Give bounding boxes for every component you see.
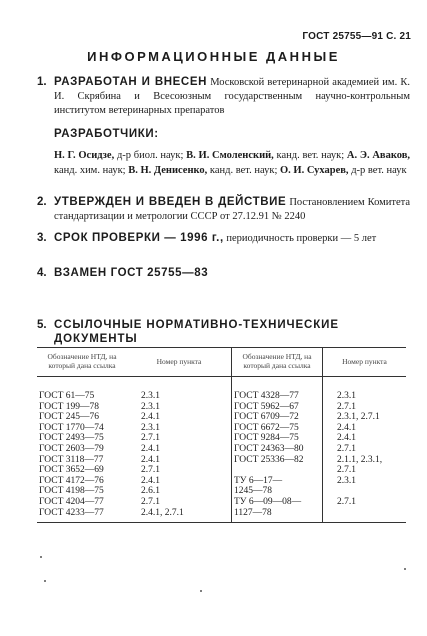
table-cell: ГОСТ 2493—75: [39, 433, 104, 444]
table-cell: 2.7.1: [141, 433, 160, 444]
table-cell: ГОСТ 25336—82: [234, 454, 304, 465]
section-3-number: 3.: [37, 232, 47, 244]
table-cell: 2.4.1: [337, 422, 356, 433]
developers-heading: РАЗРАБОТЧИКИ:: [54, 128, 159, 140]
table-cell: ГОСТ 245—76: [39, 412, 99, 423]
table-cell: 2.4.1: [337, 433, 356, 444]
col-header-point-left: Номер пункта: [127, 348, 232, 377]
table-cell: ГОСТ 4233—77: [39, 507, 104, 518]
table-cell: 2.3.1: [141, 422, 160, 433]
table-cell: ТУ 6—17—: [234, 475, 283, 486]
table-cell: 2.7.1: [337, 401, 356, 412]
section-3-heading: СРОК ПРОВЕРКИ — 1996 г.,: [54, 232, 224, 244]
right-docs-column: [232, 377, 323, 523]
page-title: ИНФОРМАЦИОННЫЕ ДАННЫЕ: [87, 49, 340, 64]
table-cell: 2.3.1: [141, 401, 160, 412]
scan-speck: [44, 580, 46, 582]
table-cell: ГОСТ 24363—80: [234, 443, 304, 454]
section-5-number: 5.: [37, 319, 47, 331]
section-1: [54, 75, 410, 118]
table-cell: ГОСТ 4198—75: [39, 486, 104, 497]
developer-name: А. Э. Аваков,: [346, 150, 411, 161]
developer-degree: д-р вет. наук: [351, 165, 407, 176]
table-cell: [337, 508, 406, 519]
table-cell: 2.7.1: [337, 465, 356, 476]
table-cell: [234, 465, 322, 476]
left-docs-column: [37, 377, 127, 523]
table-cell: 2.7.1: [337, 496, 356, 507]
table-cell: ТУ 6—09—08—: [234, 496, 302, 507]
table-cell: 2.7.1: [337, 443, 356, 454]
scan-speck: [40, 556, 42, 558]
table-cell: 2.6.1: [141, 486, 160, 497]
table-cell: 2.3.1: [337, 475, 356, 486]
section-2-number: 2.: [37, 196, 47, 208]
table-cell: 1127—78: [234, 507, 272, 518]
running-header: ГОСТ 25755—91 С. 21: [302, 31, 411, 42]
section-2-heading: УТВЕРЖДЕН И ВВЕДЕН В ДЕЙСТВИЕ: [54, 196, 287, 208]
col-header-point-right: Номер пункта: [323, 348, 407, 377]
scan-speck: [404, 568, 406, 570]
developer-degree: канд. хим. наук;: [54, 165, 126, 176]
section-1-text: Московской ветеринарной академией им. К. И. Скрябина и Всесоюзным государственным научно-контрольным институтом ветеринарных препаратов: [54, 77, 411, 116]
table-cell: [337, 486, 406, 497]
developer-degree: канд. вет. наук;: [209, 165, 278, 176]
table-cell: ГОСТ 5962—67: [234, 401, 299, 412]
table-body-row: [37, 377, 406, 523]
table-cell: 2.4.1: [141, 475, 160, 486]
table-cell: ГОСТ 4204—77: [39, 496, 104, 507]
table-cell: 2.4.1: [141, 454, 160, 465]
table-cell: ГОСТ 4328—77: [234, 391, 299, 401]
table-cell: ГОСТ 9284—75: [234, 433, 299, 444]
table-header-row: [37, 348, 406, 377]
section-3: [54, 231, 410, 246]
section-4-number: 4.: [37, 267, 47, 279]
developer-degree: д-р биол. наук;: [116, 150, 184, 161]
section-2-text: Постановлением Комитета стандартизации и метрологии СССР от 27.12.91 № 2240: [54, 197, 411, 222]
table-cell: ГОСТ 61—75: [39, 391, 95, 401]
section-1-heading: РАЗРАБОТАН И ВНЕСЕН: [54, 76, 207, 88]
table-cell: 2.1.1, 2.3.1,: [337, 454, 383, 465]
section-3-text: периодичность проверки — 5 лет: [226, 233, 377, 244]
developer-degree: канд. вет. наук;: [276, 150, 345, 161]
table-cell: ГОСТ 6672—75: [234, 422, 299, 433]
table-cell: ГОСТ 4172—76: [39, 475, 104, 486]
table-cell: 2.3.1: [141, 391, 160, 401]
table-cell: 2.7.1: [141, 496, 160, 507]
left-points-column: [127, 377, 232, 523]
right-points-column: [323, 377, 407, 523]
table-cell: 2.7.1: [141, 465, 160, 476]
section-4-heading: ВЗАМЕН ГОСТ 25755—83: [54, 267, 209, 279]
table-cell: ГОСТ 199—78: [39, 401, 99, 412]
col-header-doc-left: Обозначение НТД, на который дана ссылка: [37, 348, 127, 377]
table-cell: 2.4.1: [141, 443, 160, 454]
section-1-number: 1.: [37, 76, 47, 88]
table-cell: ГОСТ 2603—79: [39, 443, 104, 454]
references-table: [37, 347, 406, 523]
table-cell: 2.3.1, 2.7.1: [337, 412, 380, 423]
table-cell: ГОСТ 1770—74: [39, 422, 104, 433]
table-cell: ГОСТ 3652—69: [39, 465, 104, 476]
table-cell: 2.4.1: [141, 412, 160, 423]
section-5-heading: ССЫЛОЧНЫЕ НОРМАТИВНО-ТЕХНИЧЕСКИЕ ДОКУМЕНТЫ: [54, 319, 339, 345]
developer-name: Н. Г. Осидзе,: [54, 150, 115, 161]
developer-name: О. И. Сухарев,: [279, 165, 349, 176]
scan-speck: [200, 590, 202, 592]
table-cell: 2.4.1, 2.7.1: [141, 507, 184, 518]
table-cell: ГОСТ 3118—77: [39, 454, 104, 465]
section-4: [54, 266, 410, 281]
developer-name: В. И. Смоленский,: [186, 150, 274, 161]
col-header-doc-right: Обозначение НТД, на который дана ссылка: [232, 348, 323, 377]
developers-list: [54, 148, 410, 178]
table-cell: ГОСТ 6709—72: [234, 412, 299, 423]
table-cell: 2.3.1: [337, 391, 356, 401]
section-2: [54, 195, 410, 224]
developer-name: В. Н. Денисенко,: [128, 165, 208, 176]
table-cell: 1245—78: [234, 486, 272, 497]
